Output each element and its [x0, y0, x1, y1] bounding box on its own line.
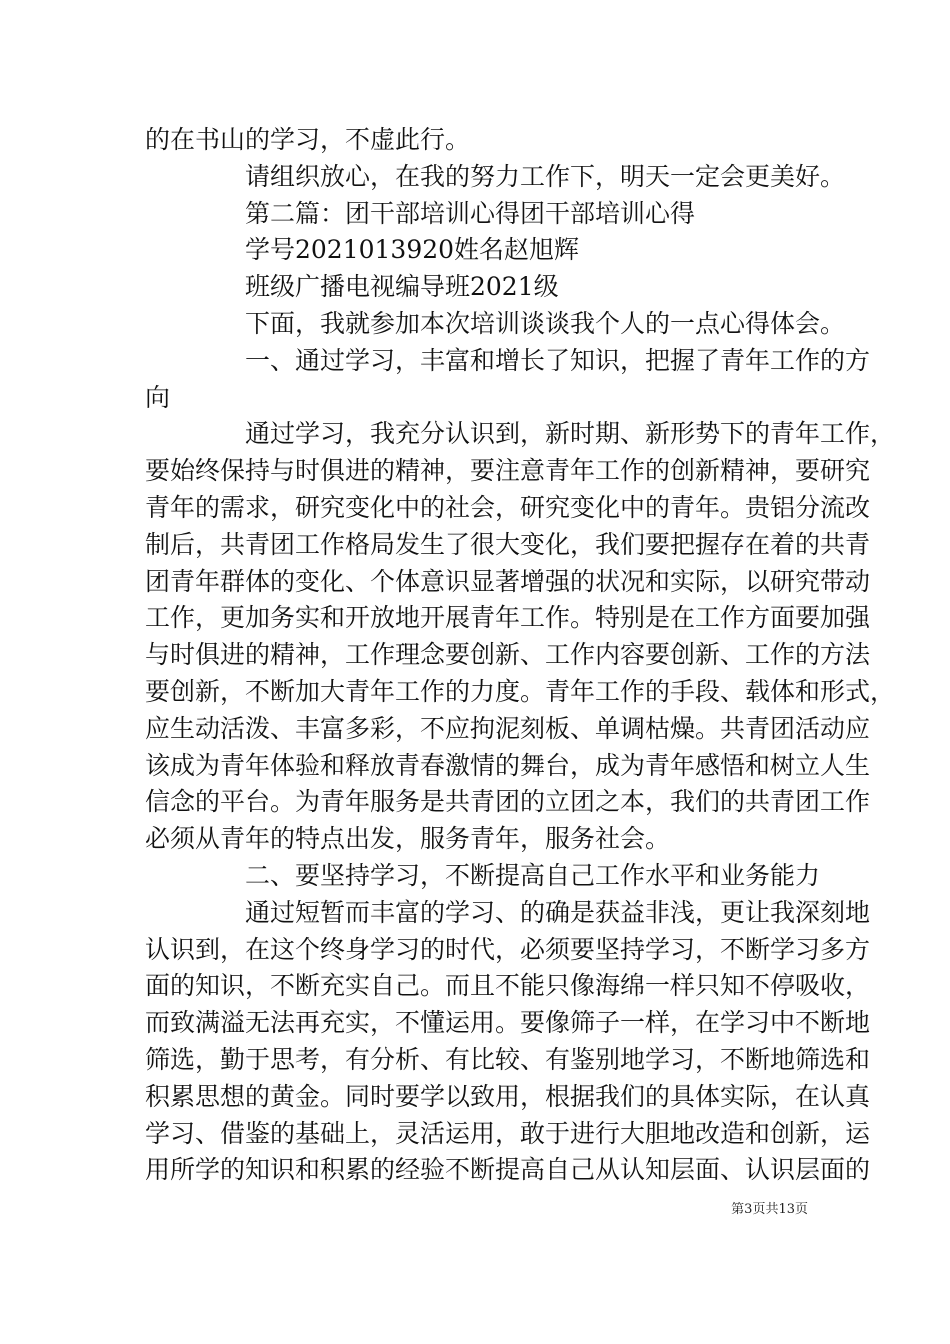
text-line: 用所学的知识和积累的经验不断提高自己从认知层面、认识层面的	[145, 1155, 871, 1185]
text-line: 认识到，在这个终身学习的时代，必须要坚持学习，不断学习多方	[145, 934, 871, 964]
text-line: 筛选，勤于思考，有分析、有比较、有鉴别地学习，不断地筛选和	[145, 1044, 871, 1074]
text-line: 制后，共青团工作格局发生了很大变化，我们要把握存在着的共青	[145, 529, 871, 559]
text-line: 信念的平台。为青年服务是共青团的立团之本，我们的共青团工作	[145, 787, 871, 817]
text-line: 通过学习，我充分认识到，新时期、新形势下的青年工作，	[245, 419, 896, 449]
subheading-2: 二、要坚持学习，不断提高自己工作水平和业务能力	[245, 860, 821, 890]
text-line: 青年的需求，研究变化中的社会，研究变化中的青年。贵铝分流改	[145, 492, 871, 522]
section-heading: 第二篇：团干部培训心得团干部培训心得	[245, 198, 696, 228]
text-line: 而致满溢无法再充实，不懂运用。要像筛子一样，在学习中不断地	[145, 1008, 871, 1038]
text-line: 面的知识，不断充实自己。而且不能只像海绵一样只知不停吸收，	[145, 971, 871, 1001]
text-line: 下面，我就参加本次培训谈谈我个人的一点心得体会。	[245, 308, 846, 338]
text-line: 通过短暂而丰富的学习、的确是获益非浅，更让我深刻地	[245, 897, 871, 927]
subheading-1-cont: 向	[145, 382, 171, 412]
subheading-1: 一、通过学习，丰富和增长了知识，把握了青年工作的方	[245, 345, 871, 375]
text-line: 必须从青年的特点出发，服务青年，服务社会。	[145, 824, 671, 854]
text-line: 请组织放心，在我的努力工作下，明天一定会更美好。	[245, 161, 846, 191]
text-line: 与时俱进的精神，工作理念要创新、工作内容要创新、工作的方法	[145, 640, 871, 670]
page-number: 第3页共13页	[731, 1202, 808, 1217]
class-line: 班级广播电视编导班2021级	[245, 272, 559, 302]
student-id-line: 学号2021013920姓名赵旭辉	[245, 235, 580, 265]
text-line: 要创新，不断加大青年工作的力度。青年工作的手段、载体和形式，	[145, 676, 896, 706]
text-line: 该成为青年体验和释放青春激情的舞台，成为青年感悟和树立人生	[145, 750, 871, 780]
text-line: 工作，更加务实和开放地开展青年工作。特别是在工作方面要加强	[145, 603, 871, 633]
text-line: 应生动活泼、丰富多彩，不应拘泥刻板、单调枯燥。共青团活动应	[145, 713, 871, 743]
text-line: 的在书山的学习，不虚此行。	[145, 125, 471, 154]
text-line: 积累思想的黄金。同时要学以致用，根据我们的具体实际，在认真	[145, 1081, 871, 1111]
text-line: 团青年群体的变化、个体意识显著增强的状况和实际，以研究带动	[145, 566, 871, 596]
text-line: 学习、借鉴的基础上，灵活运用，敢于进行大胆地改造和创新，运	[145, 1118, 871, 1148]
text-line: 要始终保持与时俱进的精神，要注意青年工作的创新精神，要研究	[145, 456, 871, 486]
document-body	[145, 122, 896, 1189]
